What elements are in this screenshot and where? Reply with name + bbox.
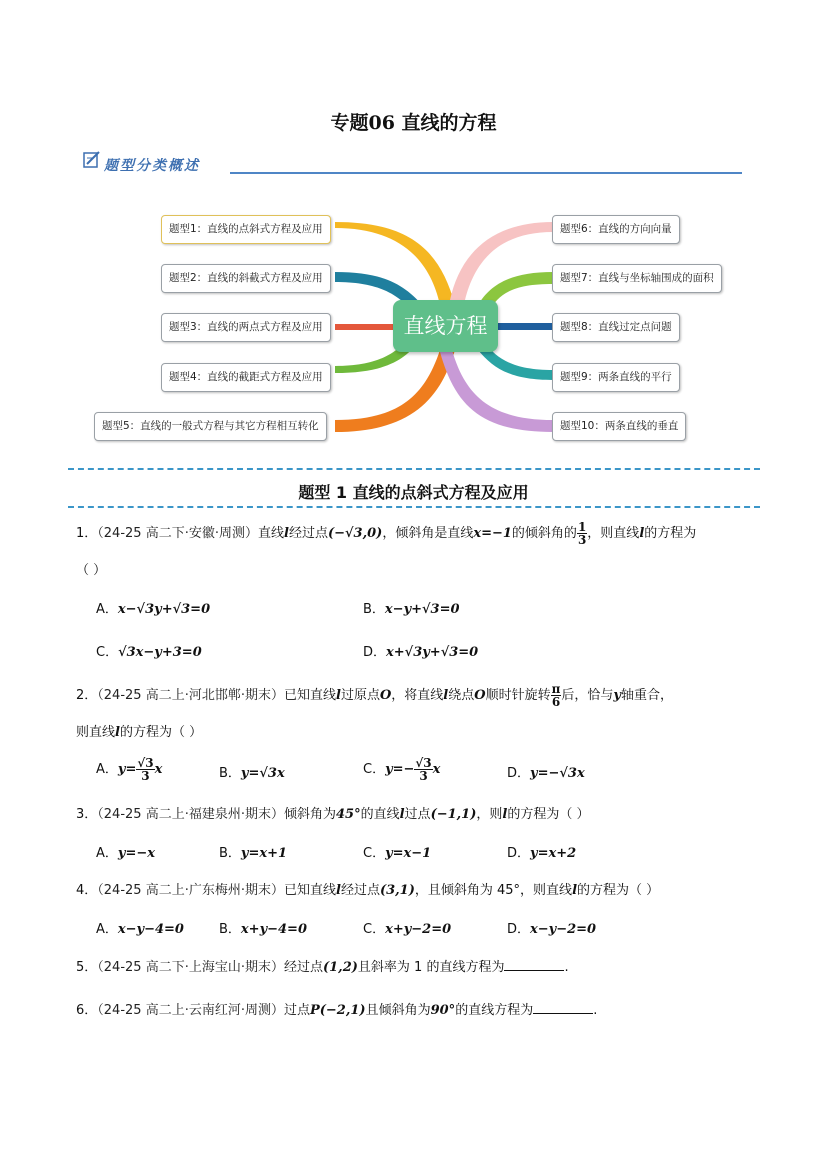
mindmap-topic-3: 题型3：直线的两点式方程及应用 bbox=[161, 313, 331, 342]
q4-option-b: B．x+y−4=0 bbox=[219, 922, 307, 937]
mindmap-topic-7: 题型7：直线与坐标轴围成的面积 bbox=[552, 264, 722, 293]
mindmap-topic-2: 题型2：直线的斜截式方程及应用 bbox=[161, 264, 331, 293]
question-source: （24-25 高二上·福建泉州·期末） bbox=[97, 807, 284, 822]
mindmap-topic-4: 题型4：直线的截距式方程及应用 bbox=[161, 363, 331, 392]
branch-3 bbox=[335, 324, 395, 330]
q1-option-b: B．x−y+√3=0 bbox=[363, 602, 460, 617]
answer-blank[interactable] bbox=[533, 1003, 593, 1014]
q1-option-d: D．x+√3y+√3=0 bbox=[363, 645, 479, 660]
section-banner-label: 题型分类概述 bbox=[104, 158, 200, 174]
question-source: （24-25 高二下·安徽·周测） bbox=[97, 526, 258, 541]
q4-option-d: D．x−y−2=0 bbox=[507, 922, 597, 937]
question-1-paren: （ ） bbox=[76, 563, 107, 578]
q3-option-a: A．y=−x bbox=[96, 846, 155, 861]
section-heading: 题型 1 直线的点斜式方程及应用 bbox=[298, 483, 529, 502]
mindmap-topic-9: 题型9：两条直线的平行 bbox=[552, 363, 680, 392]
q3-option-c: C．y=x−1 bbox=[363, 846, 432, 861]
q2-option-c: C．y=− $\frac{√3}{3}$ x bbox=[363, 756, 441, 783]
section-divider-top bbox=[68, 468, 760, 470]
mindmap-center: 直线方程 bbox=[393, 300, 498, 352]
q1-option-c: C．√3x−y+3=0 bbox=[96, 645, 202, 660]
mindmap-topic-5: 题型5：直线的一般式方程与其它方程相互转化 bbox=[94, 412, 327, 441]
question-2-line2: 则直线l的方程为（ ） bbox=[76, 725, 203, 740]
q2-option-d: D．y=−√3x bbox=[507, 766, 585, 781]
q3-option-d: D．y=x+2 bbox=[507, 846, 577, 861]
branch-5 bbox=[335, 350, 455, 432]
question-3: 3．（24-25 高二上·福建泉州·期末）倾斜角为45°的直线l过点(−1,1)，则l的方程为（ ） bbox=[76, 807, 590, 822]
question-number: 4． bbox=[76, 883, 98, 898]
q3-option-b: B．y=x+1 bbox=[219, 846, 288, 861]
question-number: 6． bbox=[76, 1003, 98, 1018]
branch-8 bbox=[498, 323, 553, 330]
mindmap-topic-8: 题型8：直线过定点问题 bbox=[552, 313, 680, 342]
question-5: 5．（24-25 高二下·上海宝山·期末）经过点(1,2)且斜率为 1 的直线方程为 . bbox=[76, 960, 569, 975]
q4-option-c: C．x+y−2=0 bbox=[363, 922, 452, 937]
mindmap-topic-1: 题型1：直线的点斜式方程及应用 bbox=[161, 215, 331, 244]
question-number: 5． bbox=[76, 960, 98, 975]
q2-option-b: B．y=√3x bbox=[219, 766, 285, 781]
question-source: （24-25 高二上·云南红河·周测） bbox=[97, 1003, 284, 1018]
mindmap-branches bbox=[0, 0, 827, 460]
question-number: 2． bbox=[76, 688, 98, 703]
q4-option-a: A．x−y−4=0 bbox=[96, 922, 184, 937]
question-number: 1． bbox=[76, 526, 98, 541]
q1-option-a: A．x−√3y+√3=0 bbox=[96, 602, 211, 617]
question-source: （24-25 高二上·河北邯郸·期末） bbox=[97, 688, 284, 703]
mindmap-topic-6: 题型6：直线的方向向量 bbox=[552, 215, 680, 244]
page-title: 专题06 直线的方程 bbox=[330, 112, 497, 134]
question-1: 1．（24-25 高二下·安徽·周测）直线l经过点(−√3,0)，倾斜角是直线x=−1的倾斜角的 $\frac{1}{3}$ ，则直线l的方程为 bbox=[76, 520, 697, 547]
fraction: $\frac{\pi}{6}$ bbox=[551, 682, 561, 709]
question-source: （24-25 高二下·上海宝山·期末） bbox=[97, 960, 284, 975]
q2-option-a: A．y= $\frac{√3}{3}$ x bbox=[96, 756, 163, 783]
question-6: 6．（24-25 高二上·云南红河·周测）过点P(−2,1)且倾斜角为90°的直线方程为 . bbox=[76, 1003, 598, 1018]
question-2: 2．（24-25 高二上·河北邯郸·期末）已知直线l过原点O，将直线l绕点O顺时针旋转 $\frac{\pi}{6}$ 后，恰与y轴重合， bbox=[76, 682, 673, 709]
question-source: （24-25 高二上·广东梅州·期末） bbox=[97, 883, 284, 898]
mindmap-topic-10: 题型10：两条直线的垂直 bbox=[552, 412, 686, 441]
answer-blank[interactable] bbox=[504, 960, 564, 971]
section-divider-bottom bbox=[68, 506, 760, 508]
question-4: 4．（24-25 高二上·广东梅州·期末）已知直线l经过点(3,1)，且倾斜角为 45°，则直线l的方程为（ ） bbox=[76, 883, 660, 898]
fraction: $\frac{1}{3}$ bbox=[577, 520, 587, 547]
question-number: 3． bbox=[76, 807, 98, 822]
